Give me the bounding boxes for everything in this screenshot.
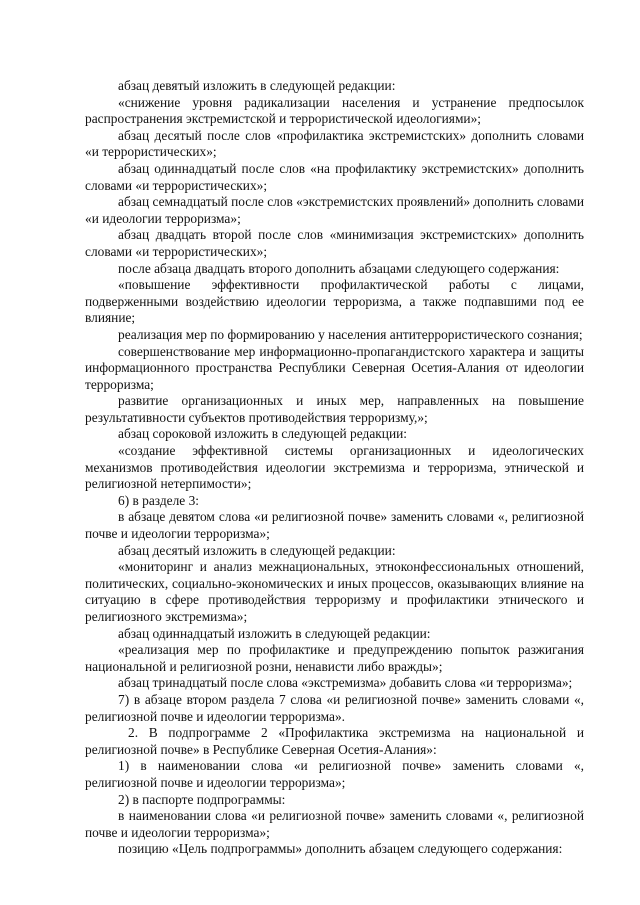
paragraph: абзац двадцать второй после слов «минимизация экстремистских» дополнить словами «и террористических»; bbox=[85, 227, 584, 259]
paragraph: в абзаце девятом слова «и религиозной почве» заменить словами «, религиозной почве и идеологии терроризма»; bbox=[85, 509, 584, 542]
paragraph: абзац сороковой изложить в следующей редакции: bbox=[118, 426, 408, 442]
paragraph: «снижение уровня радикализации населения и устранение предпосылок распространения экстремистской и террористической идеологиями»; bbox=[85, 94, 584, 127]
document-body bbox=[85, 78, 584, 858]
paragraph: абзац тринадцатый после слова «экстремизма» добавить слова «и терроризма»; bbox=[118, 675, 573, 691]
paragraph: абзац одиннадцатый после слов «на профилактику экстремистских» дополнить словами «и террористических»; bbox=[85, 160, 584, 193]
paragraph: развитие организационных и иных мер, направленных на повышение результативности субъектов противодействия терроризму,»; bbox=[85, 393, 584, 425]
paragraph: абзац семнадцатый после слов «экстремистских проявлений» дополнить словами «и идеологии терроризма»; bbox=[85, 194, 584, 226]
paragraph: «реализация мер по профилактике и предупреждению попыток разжигания национальной и религиозной розни, ненависти либо вражды»; bbox=[85, 642, 584, 674]
paragraph: после абзаца двадцать второго дополнить абзацами следующего содержания: bbox=[118, 260, 560, 276]
paragraph: абзац десятый после слов «профилактика экстремистских» дополнить словами «и террористических»; bbox=[85, 127, 584, 160]
paragraph: абзац десятый изложить в следующей редакции: bbox=[118, 542, 396, 558]
paragraph: 2) в паспорте подпрограммы: bbox=[118, 791, 286, 807]
paragraph: 1) в наименовании слова «и религиозной почве» заменить словами «, религиозной почве и идеологии терроризма»; bbox=[85, 758, 584, 790]
paragraph: «повышение эффективности профилактической работы с лицами, подверженными воздействию идеологии терроризма, а также подпавшими под ее влияние; bbox=[85, 277, 584, 326]
paragraph: «создание эффективной системы организационных и идеологических механизмов противодействия идеологии экстремизма и терроризма, этнической и религиозной нетерпимости»; bbox=[85, 443, 584, 492]
paragraph: реализация мер по формированию у населения антитеррористического сознания; bbox=[118, 326, 583, 342]
paragraph: абзац одиннадцатый изложить в следующей редакции: bbox=[118, 625, 431, 641]
paragraph: 2. В подпрограмме 2 «Профилактика экстремизма на национальной и религиозной почве» в Республике Северная Осетия-Алания»: bbox=[85, 725, 584, 757]
paragraph: в наименовании слова «и религиозной почве» заменить словами «, религиозной почве и идеологии терроризма»; bbox=[85, 808, 584, 840]
paragraph: совершенствование мер информационно-пропагандистского характера и защиты информационного пространства Республики Северная Осетия-Алания от идеологии терроризма; bbox=[85, 343, 584, 392]
paragraph: абзац девятый изложить в следующей редакции: bbox=[118, 78, 396, 93]
paragraph: 7) в абзаце втором раздела 7 слова «и религиозной почве» заменить словами «, религиозной почве и идеологии терроризма». bbox=[85, 691, 584, 724]
paragraph: «мониторинг и анализ межнациональных, этноконфессиональных отношений, политических, социально-экономических и иных процессов, оказывающих влияние на ситуацию в сфере противодействия терроризму и профилактики этнического и религиозного экстремизма»; bbox=[85, 559, 584, 624]
paragraph: 6) в разделе 3: bbox=[118, 492, 200, 508]
paragraph: позицию «Цель подпрограммы» дополнить абзацем следующего содержания: bbox=[118, 841, 563, 857]
